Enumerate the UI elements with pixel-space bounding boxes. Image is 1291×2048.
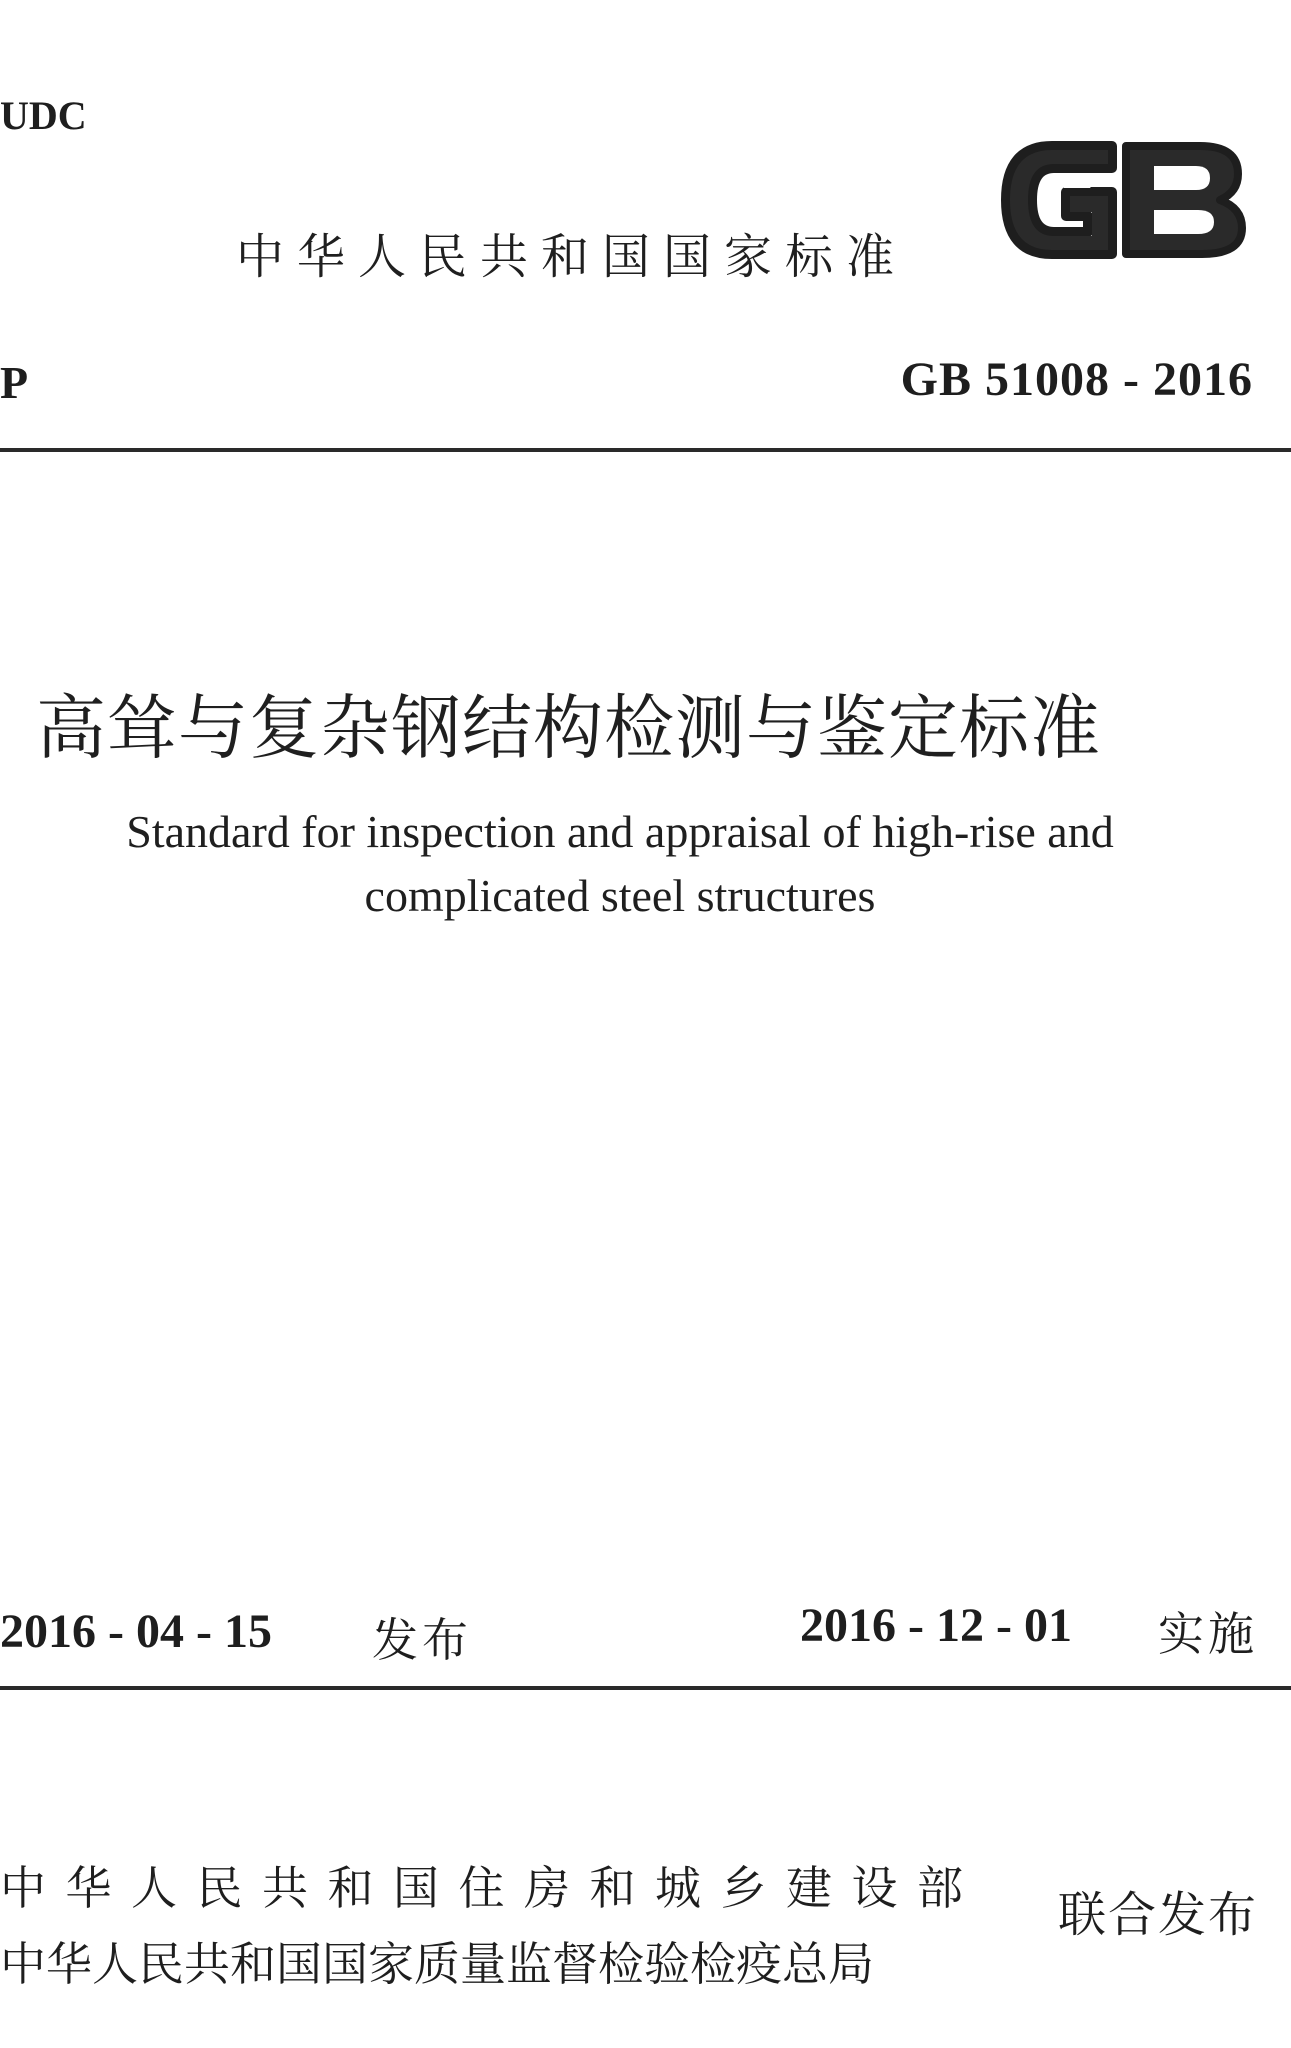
implement-label: 实施 bbox=[1158, 1607, 1258, 1661]
standard-number: GB 51008 - 2016 bbox=[900, 353, 1253, 406]
gb-logo bbox=[994, 130, 1254, 270]
bottom-divider bbox=[0, 1686, 1291, 1690]
top-divider bbox=[0, 448, 1291, 452]
implement-date: 2016 - 12 - 01 bbox=[800, 1599, 1072, 1652]
joint-publish-label: 联合发布 bbox=[1058, 1887, 1259, 1943]
issuer-quality-inspection: 中华人民共和国国家质量监督检验检疫总局 bbox=[0, 1937, 874, 1991]
udc-code: UDC bbox=[0, 93, 87, 138]
publish-label: 发布 bbox=[372, 1613, 472, 1667]
classification-code: P bbox=[0, 357, 29, 408]
issuer-ministry-housing: 中华人民共和国住房和城乡建设部 bbox=[0, 1861, 983, 1915]
title-chinese: 高耸与复杂钢结构检测与鉴定标准 bbox=[36, 687, 1101, 769]
title-english bbox=[0, 800, 1240, 928]
publish-date: 2016 - 04 - 15 bbox=[0, 1605, 272, 1658]
title-english-line1: Standard for inspection and appraisal of high-rise and bbox=[126, 806, 1114, 857]
title-english-line2: complicated steel structures bbox=[364, 870, 876, 921]
national-standard-heading: 中华人民共和国国家标准 bbox=[236, 229, 908, 285]
